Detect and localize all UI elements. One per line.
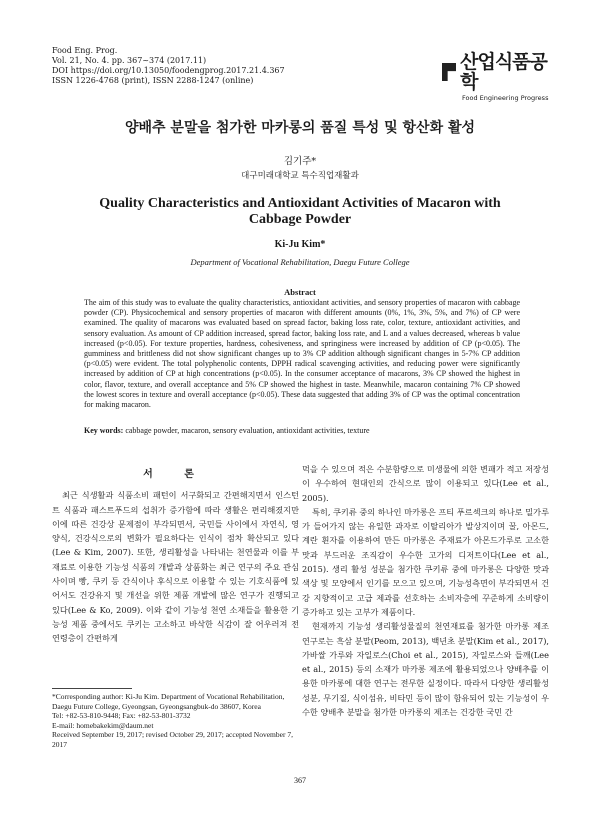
body-paragraph: 특히, 쿠키류 중의 하나인 마카롱은 프티 푸르섹크의 하나로 밀가루가 들어가지 않는 유일한 과자로 이탈리아가 발상지이며 꿀, 아몬드, 계란 흰자를 이용하여 만든 마카롱은 주재료가 아몬드가루로 고소한 맛과 부드러운 조직감이 우수한 고가의 디저트이다(Lee et al., 2015). 생리 활성 성분을 첨가한 쿠키류 중에 마카롱은 다양한 맛과 색상 및 모양에서 인기를 모으고 있으며, 기능성측면이 부각되면서 건강 지향적이고 고급 제과를 선호하는 소비자층에 꾸준하게 소비량이 증가하고 있는 고부가 제품이다. [302, 506, 549, 617]
english-title [0, 196, 600, 228]
right-column [302, 462, 549, 719]
footnote-divider [52, 688, 132, 689]
left-column [52, 468, 299, 646]
footnote-author: *Corresponding author: Ki-Ju Kim. Department of Vocational Rehabilitation, Daegu Future College, Gyeongsan, Gyeongsangbuk-do 38607, Korea [52, 692, 285, 711]
journal-info [52, 46, 285, 86]
keywords-label: Key words: [84, 426, 124, 435]
journal-doi: DOI https://doi.org/10.13050/foodengprog.2017.21.4.367 [52, 66, 285, 75]
logo-subtitle: Food Engineering Progress [462, 94, 549, 102]
english-author: Ki-Ju Kim* [274, 239, 326, 250]
abstract-text: The aim of this study was to evaluate the quality characteristics, antioxidant activities, and sensory properties of macaron with cabbage powder (CP). Physicochemical and sensory properties of macaron with different amounts (0%, 1%, 3%, 5%, and 7%) of CP were examined. The quality of macarons was evaluated based on spread factor, baking loss rate, color, texture, antioxidant activities, and sensory evaluation. As amount of CP addition increased, spread factor, baking loss rate, and L and a values decreased, whereas b value increased (p<0.05). For texture properties, hardness, cohesiveness, and springiness were increased by addition of CP (p<0.05). The gumminess and brittleness did not show significant changes up to 3% CP addition although significant changes in 5-7% CP addition (p<0.05) were evident. The total polyphenolic contents, DPPH radical scavenging activities, and reducing power were significantly increased by addition of CP at high concentrations (p<0.05). In the consumer acceptance of macarons, 3% CP showed the highest in color, flavor, texture, and overall acceptance and 5% CP showed the highest in taste. Meanwhile, macaron containing 7% CP showed the lowest scores in texture and overall acceptance (p<0.05). These data suggested that adding 3% of CP was the optimal concentration for making macaron. [84, 298, 520, 410]
journal-issn: ISSN 1226-4768 (print), ISSN 2288-1247 (online) [52, 76, 254, 85]
body-paragraph: 현재까지 기능성 생리활성물질의 천연재료를 첨가한 마카롱 제조 연구로는 흑삼 분말(Peom, 2013), 백년초 분말(Kim et al., 2017), 가바쌀 가루와 자일로스(Choi et al., 2015), 자일로스와 들깨(Lee et al., 2015) 등의 소재가 마카롱 제조에 활용되었으나 양배추를 이용한 마카롱에 대한 연구는 전무한 실정이다. 따라서 다양한 생리활성 성분, 무기질, 식이섬유, 비타민 등이 많이 함유되어 있는 기능성이 우수한 양배추 분말을 첨가한 마카롱의 제조는 건강한 국민 간 [302, 621, 549, 718]
journal-name: Food Eng. Prog. [52, 46, 118, 55]
section-heading: 서 론 [143, 469, 208, 480]
footnote-phone: Tel: +82-53-810-9448; Fax: +82-53-801-3732 [52, 711, 191, 721]
footnote-email: E-mail: homebakekim@daum.net [52, 720, 154, 730]
keywords [84, 426, 520, 435]
logo-mark-icon [442, 63, 456, 81]
abstract-heading: Abstract [284, 287, 316, 297]
korean-author: 김기주* [283, 156, 317, 167]
english-title-line1: Quality Characteristics and Antioxidant Activities of Macaron with [99, 196, 501, 211]
page-number: 367 [294, 776, 306, 785]
english-title-line2: Cabbage Powder [248, 212, 352, 227]
korean-title: 양배추 분말을 첨가한 마카롱의 품질 특성 및 항산화 활성 [124, 120, 476, 136]
body-paragraph: 먹을 수 있으며 적은 수분함량으로 미생물에 의한 변패가 적고 저장성이 우수하여 현대인의 간식으로 많이 이용되고 있다(Lee et al., 2005). [302, 464, 549, 503]
journal-logo [442, 51, 552, 102]
footnote [52, 692, 297, 750]
journal-volume: Vol. 21, No. 4. pp. 367~374 (2017.11) [52, 56, 207, 65]
logo-title: 산업식품공학 [460, 51, 547, 93]
body-paragraph: 최근 식생활과 식품소비 패턴이 서구화되고 간편해지면서 인스턴트 식품과 패스트푸드의 섭취가 증가함에 따라 생활은 편리해졌지만 이에 따른 건강상 문제점이 부각되면서, 국민들 사이에서 자연식, 영양식, 건강식으로의 변화가 필요하다는 인식이 점차 확산되고 있다(Lee & Kim, 2007). 또한, 생리활성을 나타내는 천연물과 이를 부재료로 이용한 기능성 식품의 개발과 상품화는 최근 연구의 주요 관심사이며 빵, 쿠키 등 간식이나 후식으로 이용할 수 있는 기호식품에 있어서도 건강유지 및 개선을 위한 제품 개발에 많은 연구가 진행되고 있다(Lee & Ko, 2009). 이와 같이 기능성 천연 소재들을 활용한 기능성 제품 중에서도 쿠키는 고소하고 바삭한 식감이 잘 어우러져 전 연령층이 간편하게 [52, 490, 299, 644]
english-affiliation: Department of Vocational Rehabilitation, Daegu Future College [190, 257, 410, 267]
footnote-dates: Received September 19, 2017; revised October 29, 2017; accepted November 7, 2017 [52, 730, 293, 749]
korean-affiliation: 대구미래대학교 특수직업재활과 [241, 171, 359, 181]
keywords-text: cabbage powder, macaron, sensory evaluation, antioxidant activities, texture [123, 426, 370, 435]
